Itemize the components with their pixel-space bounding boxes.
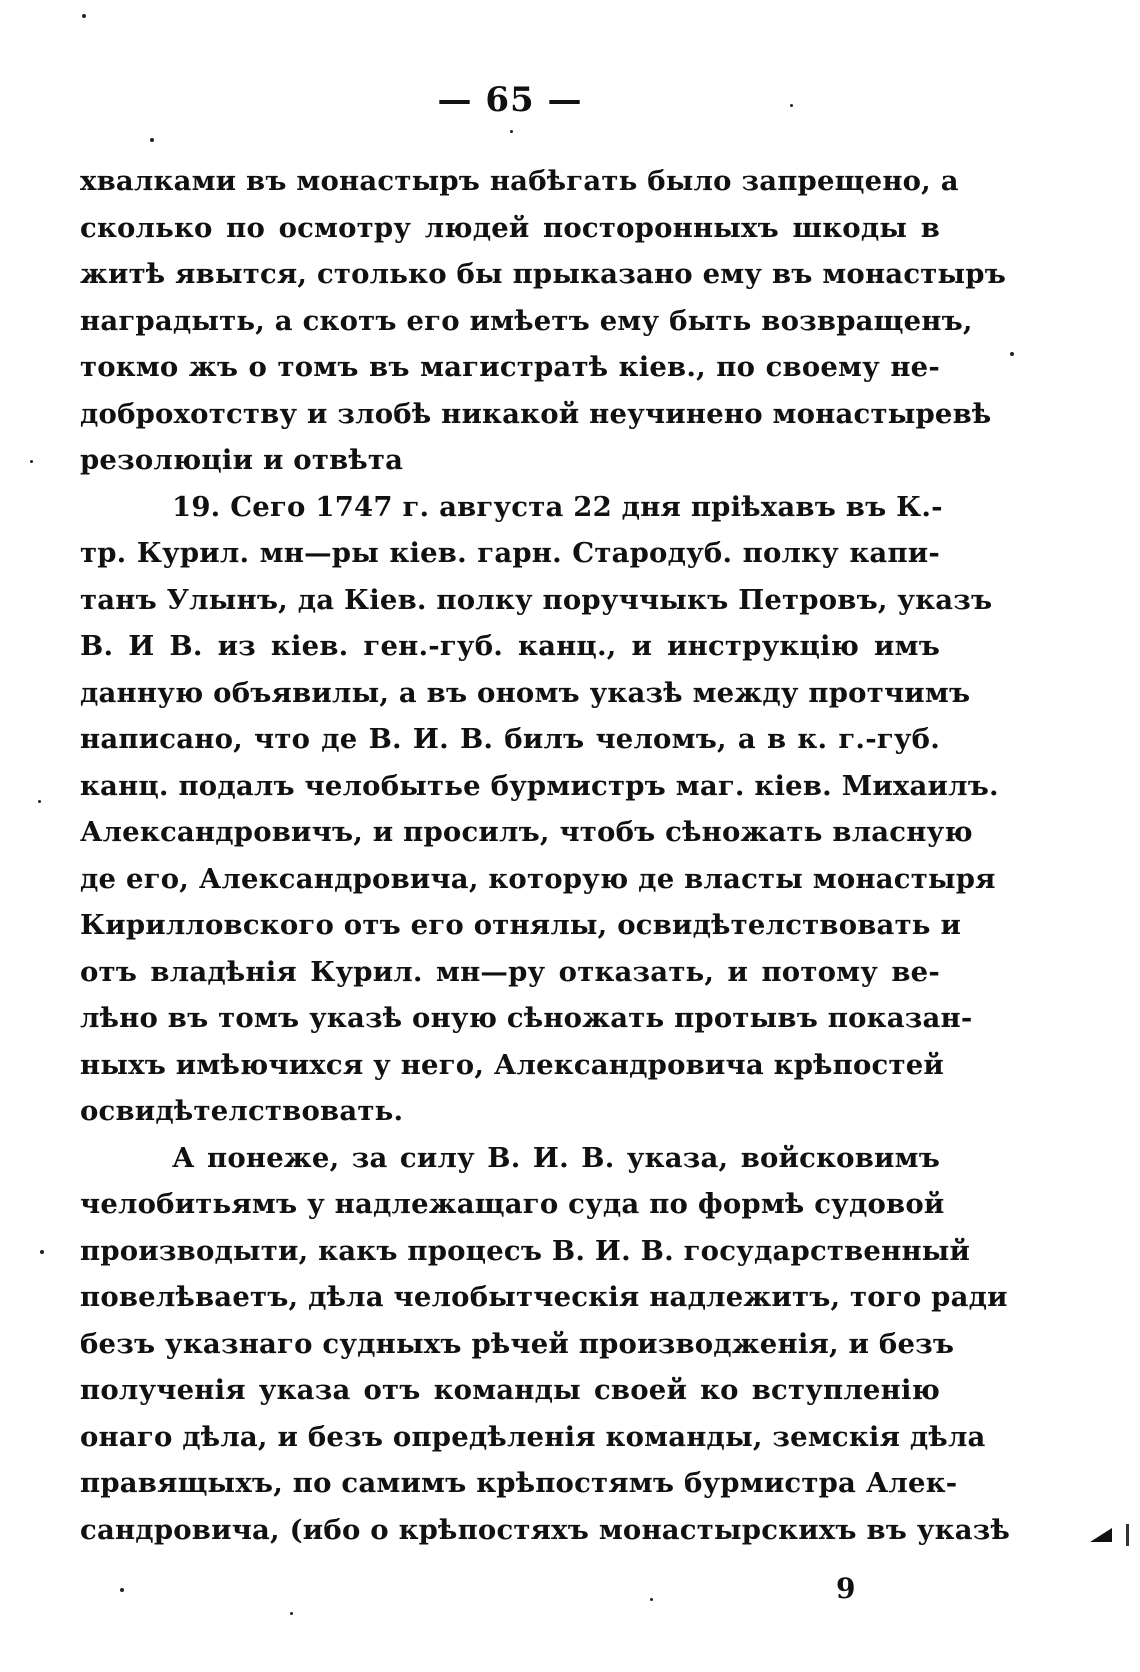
- text-line: 19. Сего 1747 г. августа 22 дня пріѣхавъ въ К.-: [172, 490, 943, 523]
- scan-artifact: [1090, 1528, 1112, 1542]
- text-line: тр. Курил. мн—ры кіев. гарн. Стародуб. полку капи-: [80, 537, 940, 569]
- text-line: доброхотству и злобѣ никакой неучинено монастыревѣ: [80, 397, 992, 430]
- scan-speck: [1010, 352, 1014, 356]
- scan-speck: [40, 1250, 44, 1254]
- scan-speck: [510, 130, 513, 133]
- text-line: хвалками въ монастыръ набѣгать было запрещено, а: [80, 165, 959, 197]
- text-line: канц. подалъ челобытье бурмистръ маг. кіев. Михаилъ.: [80, 769, 999, 802]
- scan-speck: [120, 1588, 124, 1592]
- text-line: повелѣваетъ, дѣла челобытческія надлежитъ, того ради: [80, 1281, 1008, 1313]
- text-line: онаго дѣла, и безъ опредѣленія команды, земскія дѣла: [80, 1420, 986, 1453]
- text-line: челобитьямъ у надлежащаго суда по формѣ судовой: [80, 1188, 945, 1220]
- page-number: — 65 —: [437, 80, 583, 120]
- text-line: написано, что де В. И. В. билъ челомъ, а в к. г.-губ.: [80, 723, 940, 755]
- scan-speck: [150, 138, 154, 142]
- text-line: сандровича, (ибо о крѣпостяхъ монастырскихъ въ указѣ: [80, 1513, 1010, 1546]
- text-line: освидѣтелствовать.: [80, 1095, 404, 1127]
- text-line: житѣ явытся, столько бы прыказано ему въ монастыръ: [80, 258, 1006, 290]
- text-line: отъ владѣнія Курил. мн—ру отказать, и потому ве-: [80, 955, 940, 988]
- text-line: полученія указа отъ команды своей ко вступленію: [80, 1374, 940, 1406]
- scan-speck: [82, 14, 86, 18]
- scan-speck: [38, 800, 41, 803]
- text-line: данную объявилы, а въ ономъ указѣ между протчимъ: [80, 676, 971, 709]
- text-line: правящыхъ, по самимъ крѣпостямъ бурмистра Алек-: [80, 1467, 958, 1499]
- scan-speck: [30, 460, 33, 463]
- text-line: де его, Александровича, которую де власты монастыря: [80, 862, 996, 895]
- text-line: Кирилловского отъ его отнялы, освидѣтелствовать и: [80, 909, 962, 941]
- text-line: ныхъ имѣючихся у него, Александровича крѣпостей: [80, 1048, 945, 1081]
- text-line: безъ указнаго судныхъ рѣчей производженія, и безъ: [80, 1327, 955, 1360]
- text-line: танъ Улынъ, да Кіев. полку поруччыкъ Петровъ, указъ: [80, 583, 993, 616]
- text-line: производыти, какъ процесъ В. И. В. государственный: [80, 1234, 971, 1267]
- scan-artifact: [1126, 1524, 1129, 1546]
- scan-speck: [290, 1612, 293, 1615]
- scan-speck: [650, 1598, 653, 1601]
- text-line: Александровичъ, и просилъ, чтобъ сѣножать власную: [80, 816, 973, 848]
- text-line: наградыть, а скотъ его имѣетъ ему быть возвращенъ,: [80, 304, 973, 337]
- signature-mark: 9: [836, 1572, 856, 1605]
- body-text: [80, 158, 1010, 1553]
- text-line: А понеже, за силу В. И. В. указа, войсковимъ: [172, 1141, 940, 1174]
- text-line: В. И В. из кіев. ген.-губ. канц., и инструкцію имъ: [80, 630, 940, 662]
- text-line: лѣно въ томъ указѣ оную сѣножать протывъ показан-: [80, 1002, 973, 1034]
- scan-speck: [790, 104, 793, 107]
- text-line: сколько по осмотру людей посторонныхъ шкоды в: [80, 211, 940, 244]
- text-line: токмо жъ о томъ въ магистратѣ кіев., по своему не-: [80, 351, 940, 383]
- text-line: резолюціи и отвѣта: [80, 444, 404, 476]
